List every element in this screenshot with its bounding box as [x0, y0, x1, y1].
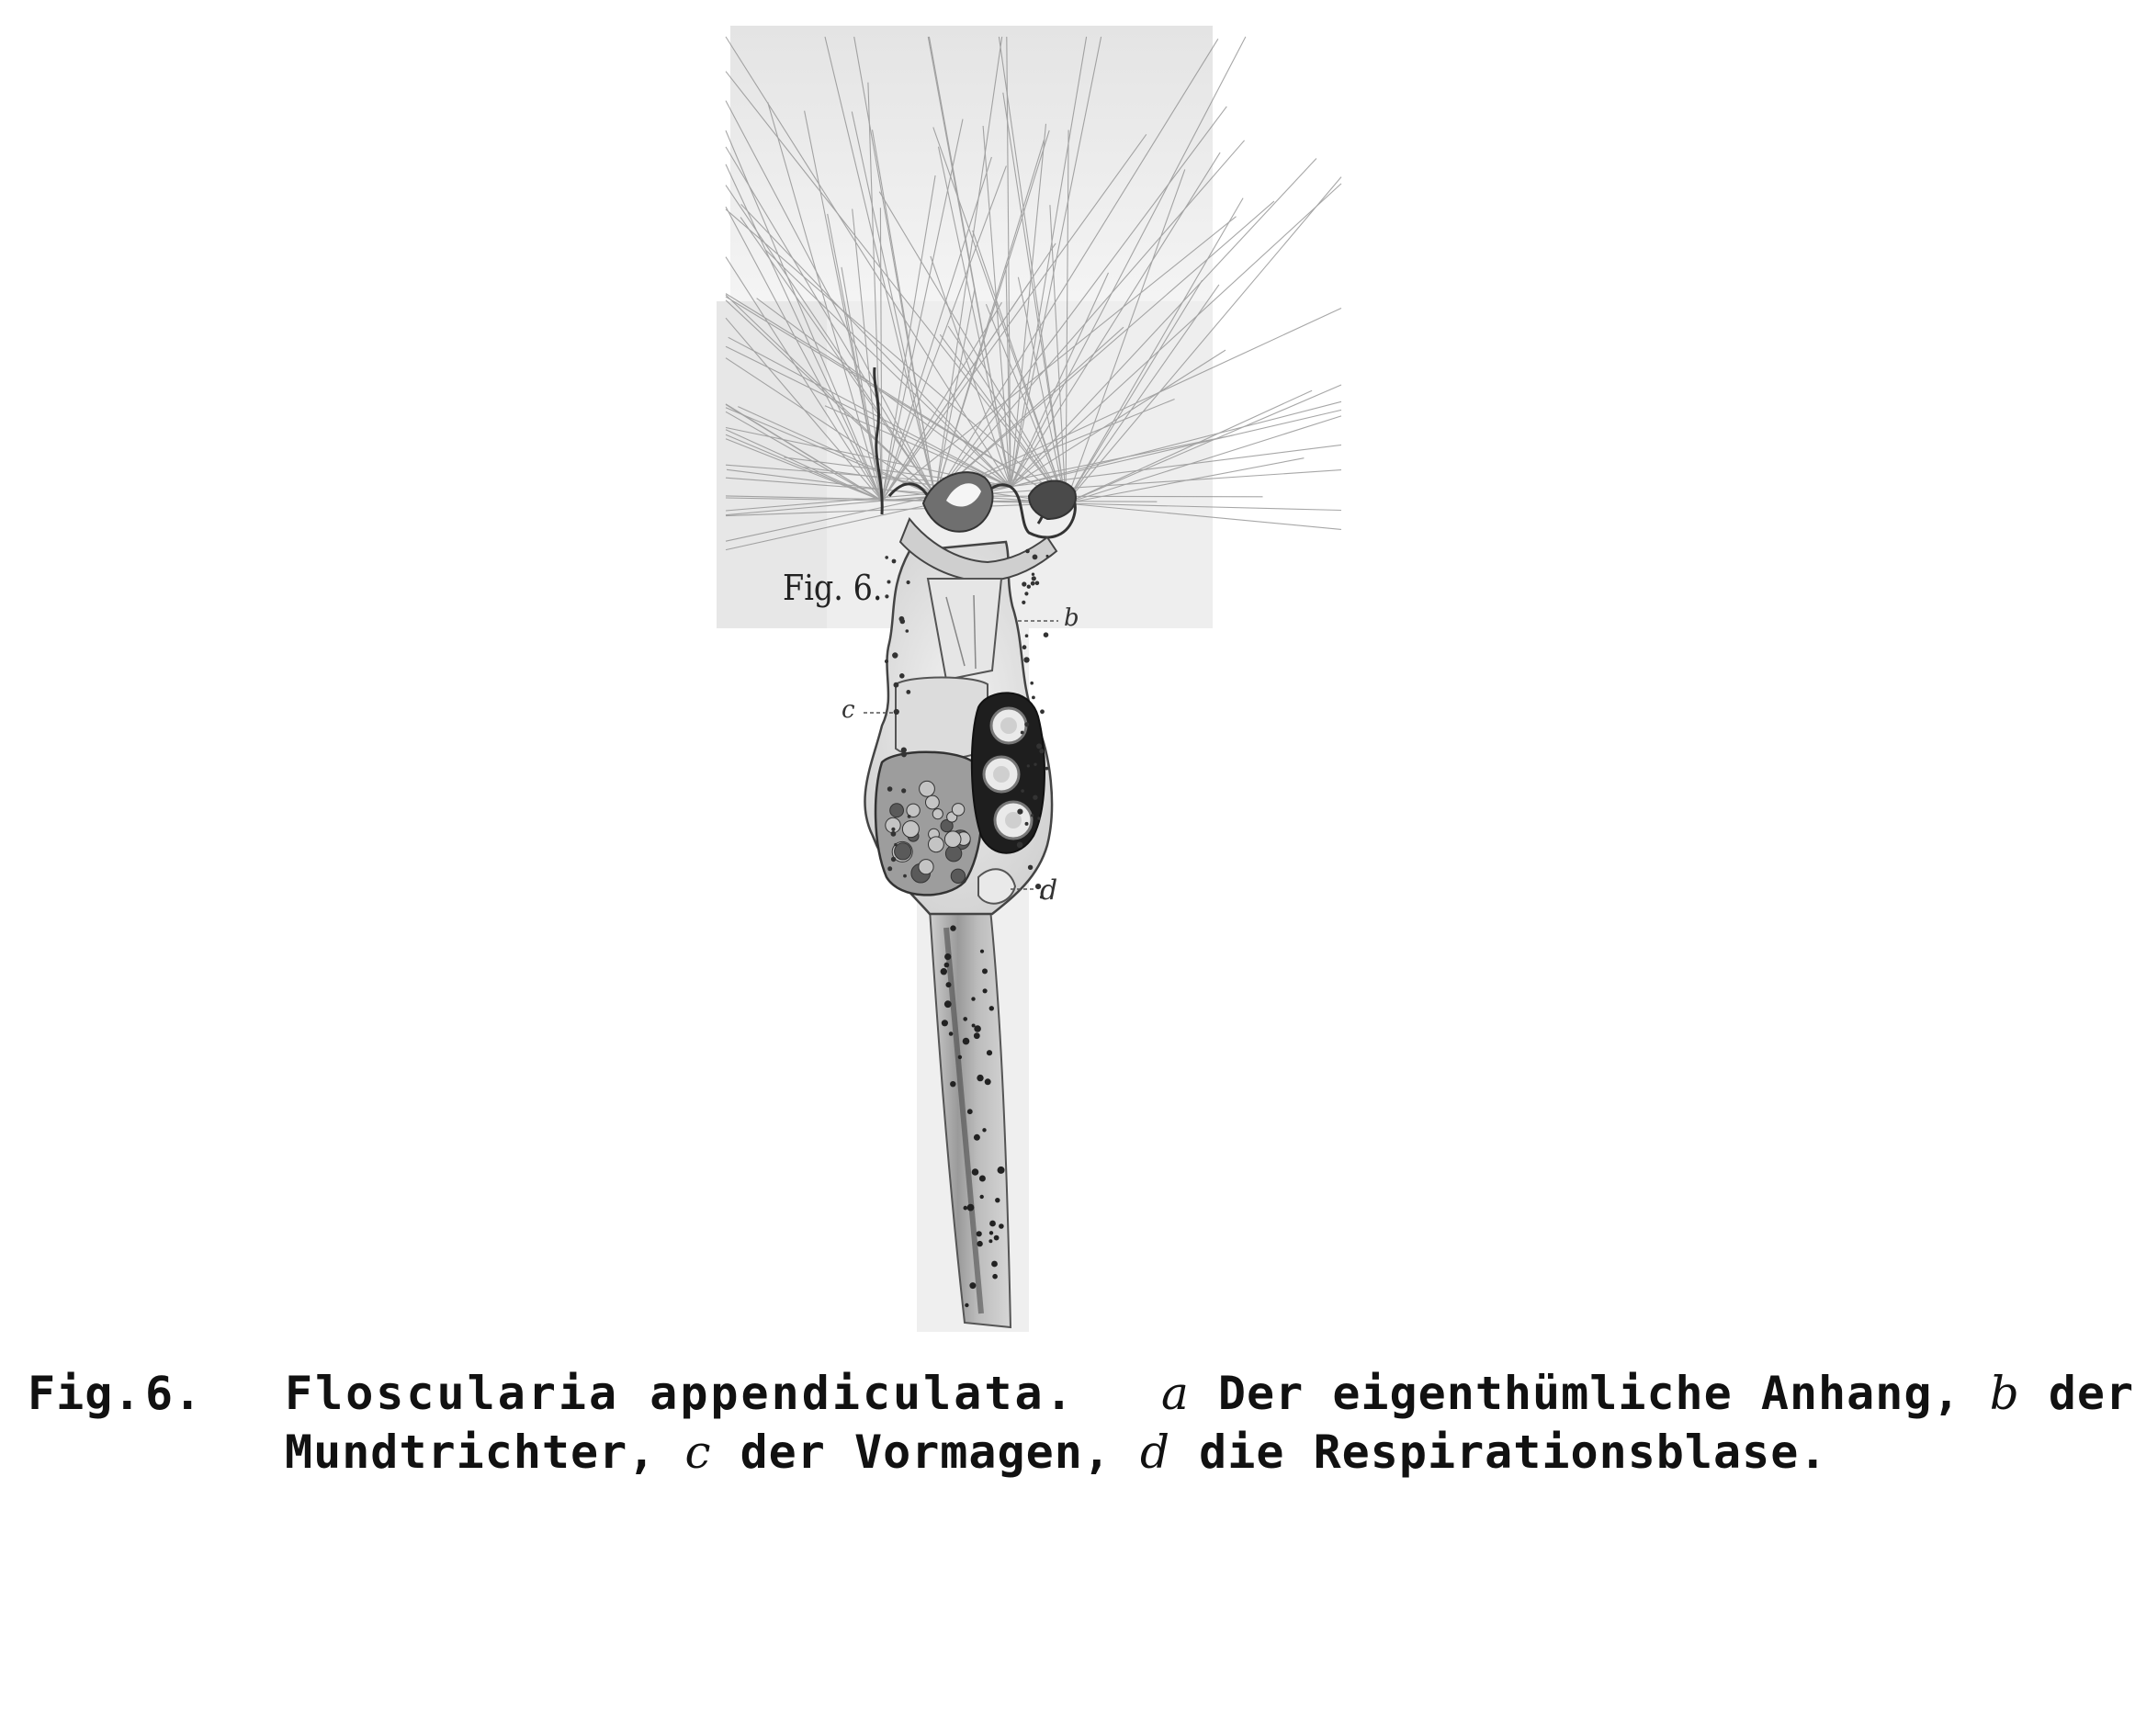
caption-letter-b: b	[1989, 1367, 2020, 1420]
caption-part-b-2: Mundtrichter,	[285, 1426, 657, 1479]
figure-label: Fig. 6.	[783, 568, 883, 608]
caption-part-b-1: der	[2048, 1367, 2135, 1420]
caption-part-c: der Vormagen,	[740, 1426, 1112, 1479]
figure-caption	[28, 1364, 2135, 1482]
caption-fig-number: 6.	[145, 1367, 203, 1420]
part-label-d: d	[1040, 874, 1058, 907]
caption-species: Floscularia appendiculata.	[285, 1367, 1076, 1420]
caption-part-a: Der eigenthümliche Anhang,	[1217, 1367, 1961, 1420]
caption-line-1	[28, 1364, 2135, 1423]
caption-line-2	[28, 1423, 2122, 1482]
caption-fig-word: Fig.	[28, 1367, 142, 1420]
caption-letter-d: d	[1140, 1426, 1171, 1479]
caption-letter-c: c	[684, 1426, 712, 1479]
part-label-c: c	[842, 696, 855, 724]
caption-letter-a: a	[1160, 1367, 1190, 1420]
part-label-b: b	[1064, 604, 1079, 632]
caption-part-d: die Respirationsblase.	[1199, 1426, 1828, 1479]
